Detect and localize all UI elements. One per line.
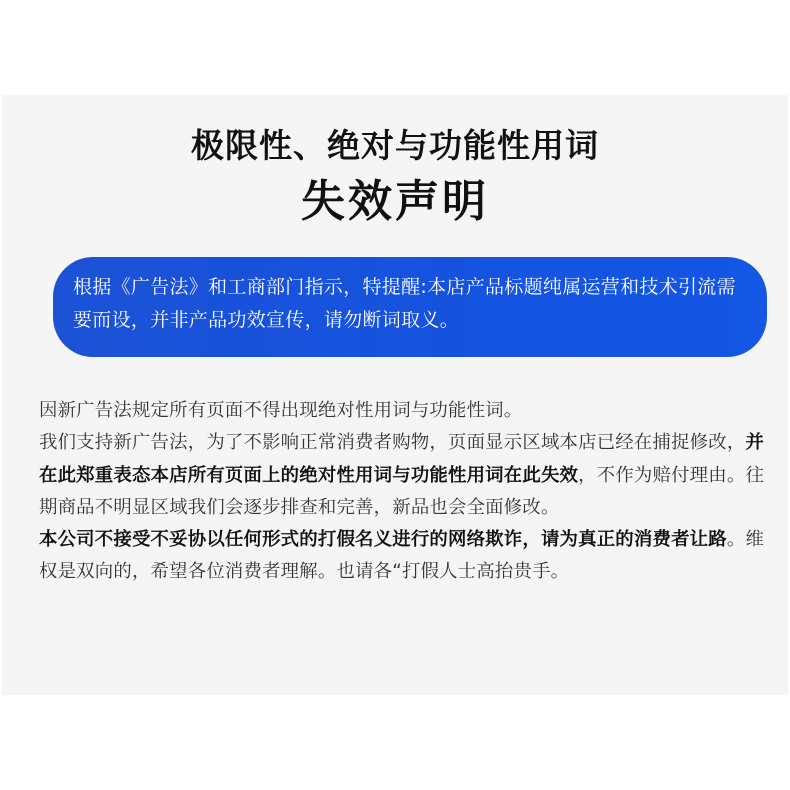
statement-paragraph-2 [39, 427, 769, 524]
notice-text: 根据《广告法》和工商部门指示，特提醒:本店产品标题纯属运营和技术引流需要而设，并非产品功效宣传，请勿断词取义。 [73, 276, 736, 331]
statement-body [39, 395, 769, 589]
statement-paragraph-3-emphasis: 本公司不接受不妥协以任何形式的打假名义进行的网络欺诈，请为真正的消费者让路 [39, 529, 727, 551]
statement-paragraph-1: 因新广告法规定所有页面不得出现绝对性用词与功能性词。 [39, 400, 523, 421]
statement-paragraph-2-emphasis: 并在此郑重表态本店所有页面上的绝对性用词与功能性用词在此失效 [39, 432, 765, 486]
statement-paragraph-3 [39, 524, 769, 589]
statement-paragraph-3-tail: 。维权是双向的，希望各位消费者理解。也请各“打假人士高抬贵手。 [39, 529, 765, 583]
notice-banner [53, 257, 767, 357]
page-subtitle: 失效声明 [301, 176, 489, 227]
statement-paragraph-2-text: 我们支持新广告法，为了不影响正常消费者购物，页面显示区域本店已经在捕捉修改， [39, 432, 746, 454]
statement-paragraph-2-tail: ，不作为赔付理由。往期商品不明显区域我们会逐步排查和完善，新品也会全面修改。 [39, 464, 765, 518]
statement-panel [2, 95, 788, 695]
page-title: 极限性、绝对与功能性用词 [191, 126, 599, 165]
